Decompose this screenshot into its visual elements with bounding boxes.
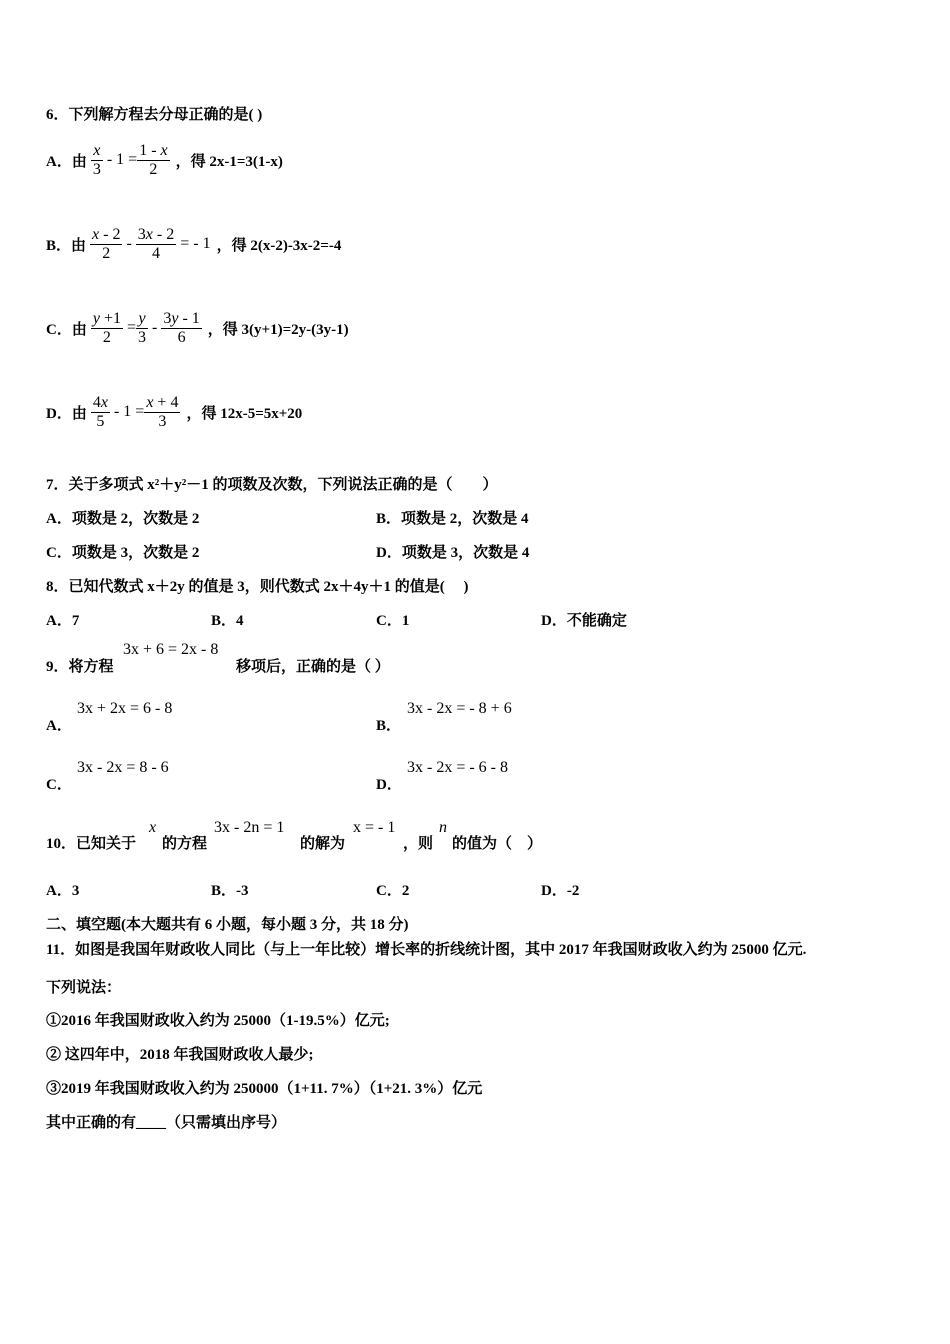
q10-stem-solution: x = - 1 xyxy=(353,819,396,836)
q6-option-c-math: $\frac{y +1}{2}$ = $\frac{y}{3}$ - $\frac{3y - 1}{6}$ xyxy=(92,309,200,346)
q9-option-d-math: 3x - 2x = - 6 - 8 xyxy=(407,759,509,776)
q10-stem-part-4: ，则 xyxy=(403,836,434,852)
q8-option-b: B．4 xyxy=(211,613,244,629)
q6-option-b-result: ，得 2(x-2)-3x-2=-4 xyxy=(216,237,342,254)
q10-stem-var-n: n xyxy=(439,819,447,836)
q10-option-c: C．2 xyxy=(376,883,410,899)
q9-option-b-math: 3x - 2x = - 8 + 6 xyxy=(407,700,512,717)
q11-line-1: 下列说法： xyxy=(46,980,122,996)
q10-stem-equation: 3x - 2n = 1 xyxy=(214,819,285,836)
q6-option-a-label: A．由 xyxy=(46,153,87,170)
q9-stem-math: 3x + 6 = 2x - 8 xyxy=(123,641,219,658)
q9-option-d-label: D． xyxy=(376,777,402,793)
q9-stem-suffix: 移项后，正确的是（ ） xyxy=(236,659,390,675)
q7-option-d: D．项数是 3，次数是 4 xyxy=(376,545,530,561)
q9-option-a-label: A． xyxy=(46,718,72,734)
q8-stem: 8．已知代数式 x＋2y 的值是 3，则代数式 2x＋4y＋1 的值是( ) xyxy=(46,579,469,595)
q7-option-c: C．项数是 3，次数是 2 xyxy=(46,545,200,561)
q11-line-3: ② 这四年中，2018 年我国财政收人最少; xyxy=(46,1047,314,1063)
q6-option-a-result: ，得 2x-1=3(1-x) xyxy=(175,153,283,170)
q6-option-a xyxy=(46,135,283,185)
q7-stem: 7．关于多项式 x²＋y²－1 的项数及次数，下列说法正确的是（ ） xyxy=(46,477,498,493)
q10-option-a: A．3 xyxy=(46,883,80,899)
q9-option-c-math: 3x - 2x = 8 - 6 xyxy=(77,759,169,776)
q9-stem-prefix: 9．将方程 xyxy=(46,659,114,675)
q9-option-b-label: B． xyxy=(376,718,402,734)
q11-line-2: ①2016 年我国财政收入约为 25000（1-19.5%）亿元; xyxy=(46,1013,390,1029)
q7-option-a: A．项数是 2，次数是 2 xyxy=(46,511,200,527)
q6-option-b-math: $\frac{x - 2}{2}$ - $\frac{3x - 2}{4}$ = - 1 xyxy=(92,225,211,262)
q6-option-d-label: D．由 xyxy=(46,405,87,422)
q6-stem: 6．下列解方程去分母正确的是( ) xyxy=(46,107,263,123)
q11-stem: 11．如图是我国年财政收人同比（与上一年比较）增长率的折线统计图，其中 2017 年我国财政收入约为 25000 亿元. xyxy=(46,942,807,958)
q6-option-b-label: B．由 xyxy=(46,237,87,254)
section-heading: 二、填空题(本大题共有 6 小题，每小题 3 分，共 18 分) xyxy=(46,917,409,933)
q10-stem-part-5: 的值为（ ） xyxy=(452,836,543,852)
q6-option-c-result: ，得 3(y+1)=2y-(3y-1) xyxy=(207,321,349,338)
q8-option-d: D．不能确定 xyxy=(541,613,627,629)
q8-option-c: C．1 xyxy=(376,613,410,629)
q6-option-c-label: C．由 xyxy=(46,321,87,338)
q10-stem-part-3: 的解为 xyxy=(300,836,346,852)
q10-stem-part-1: 10．已知关于 xyxy=(46,836,137,852)
q7-option-b: B．项数是 2，次数是 4 xyxy=(376,511,529,527)
q8-option-a: A．7 xyxy=(46,613,80,629)
q6-option-b xyxy=(46,219,341,269)
q11-line-4: ③2019 年我国财政收入约为 250000（1+11. 7%）（1+21. 3%）亿元 xyxy=(46,1081,483,1097)
q9-option-c-label: C． xyxy=(46,777,72,793)
q10-stem-part-2: 的方程 xyxy=(162,836,208,852)
q11-line-5: 其中正确的有____（只需填出序号） xyxy=(46,1115,287,1131)
q6-option-d-math: $\frac{4x}{5}$ - 1 = $\frac{x + 4}{3}$ xyxy=(92,393,179,430)
q10-option-b: B．-3 xyxy=(211,883,249,899)
q6-option-a-math: $\frac{x}{3}$ - 1 = $\frac{1 - x}{2}$ xyxy=(92,141,168,178)
q10-option-d: D．-2 xyxy=(541,883,580,899)
q6-option-d xyxy=(46,387,302,437)
q9-option-a-math: 3x + 2x = 6 - 8 xyxy=(77,700,173,717)
q6-option-c xyxy=(46,303,349,353)
q10-stem-var-x: x xyxy=(149,819,157,836)
q6-option-d-result: ，得 12x-5=5x+20 xyxy=(186,405,303,422)
